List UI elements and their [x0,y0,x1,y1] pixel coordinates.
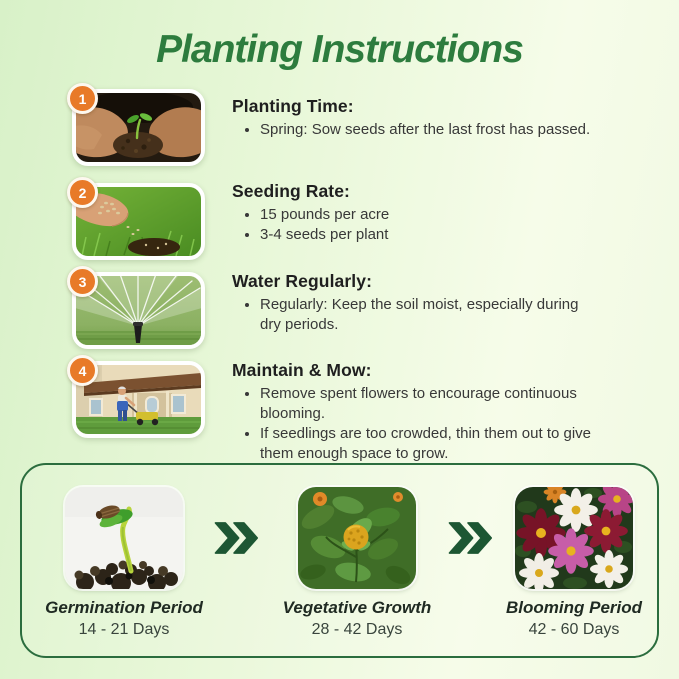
step2-number-badge: 2 [67,177,98,208]
step2-seeding-rate [232,181,628,245]
step2-bullet: • 15 pounds per acre [260,205,628,225]
step3-heading: Water Regularly: [232,271,373,291]
stage-blooming-photo [515,487,633,589]
stage-germination-photo [65,487,183,589]
step3-bullet: • Regularly: Keep the soil moist, especially during dry periods. [260,295,628,335]
step3-water-regularly [232,271,628,335]
step2-heading: Seeding Rate: [232,181,350,201]
step1-heading: Planting Time: [232,96,354,116]
step4-maintain-mow [232,360,628,464]
stage-blooming-label: Blooming Period [506,598,642,617]
page-title: Planting Instructions [156,28,523,71]
leafy-plant-bud-illustration [298,487,416,589]
step4-bullet-list [232,384,628,464]
seed-sprouting-illustration [65,487,183,589]
cosmos-flowers-illustration [515,487,633,589]
step4-bullet: • If seedlings are too crowded, thin them out to give them enough space to grow. [260,424,628,464]
stage-germination-label: Germination Period [45,598,203,617]
step3-number-badge: 3 [67,266,98,297]
step2-bullet: • 3-4 seeds per plant [260,225,628,245]
stage-vegetative-duration: 28 - 42 Days [311,621,403,638]
step1-bullet: • Spring: Sow seeds after the last frost has passed. [260,120,628,140]
stage-vegetative-photo [298,487,416,589]
stage-blooming-duration: 42 - 60 Days [528,621,620,638]
step3-bullet-list [232,295,628,335]
step2-bullet-list [232,205,628,245]
step4-number-badge: 4 [67,355,98,386]
stage-vegetative-label: Vegetative Growth [282,598,432,617]
double-chevron-right-icon [212,518,258,558]
stage-vegetative-growth [257,487,457,639]
step1-planting-time [232,96,628,140]
step1-number-badge: 1 [67,83,98,114]
step4-bullet: • Remove spent flowers to encourage continuous blooming. [260,384,628,424]
step4-heading: Maintain & Mow: [232,360,372,380]
stage-germination-duration: 14 - 21 Days [78,621,170,638]
step1-bullet-list [232,120,628,140]
stage-blooming [474,487,674,639]
stage-germination [24,487,224,639]
